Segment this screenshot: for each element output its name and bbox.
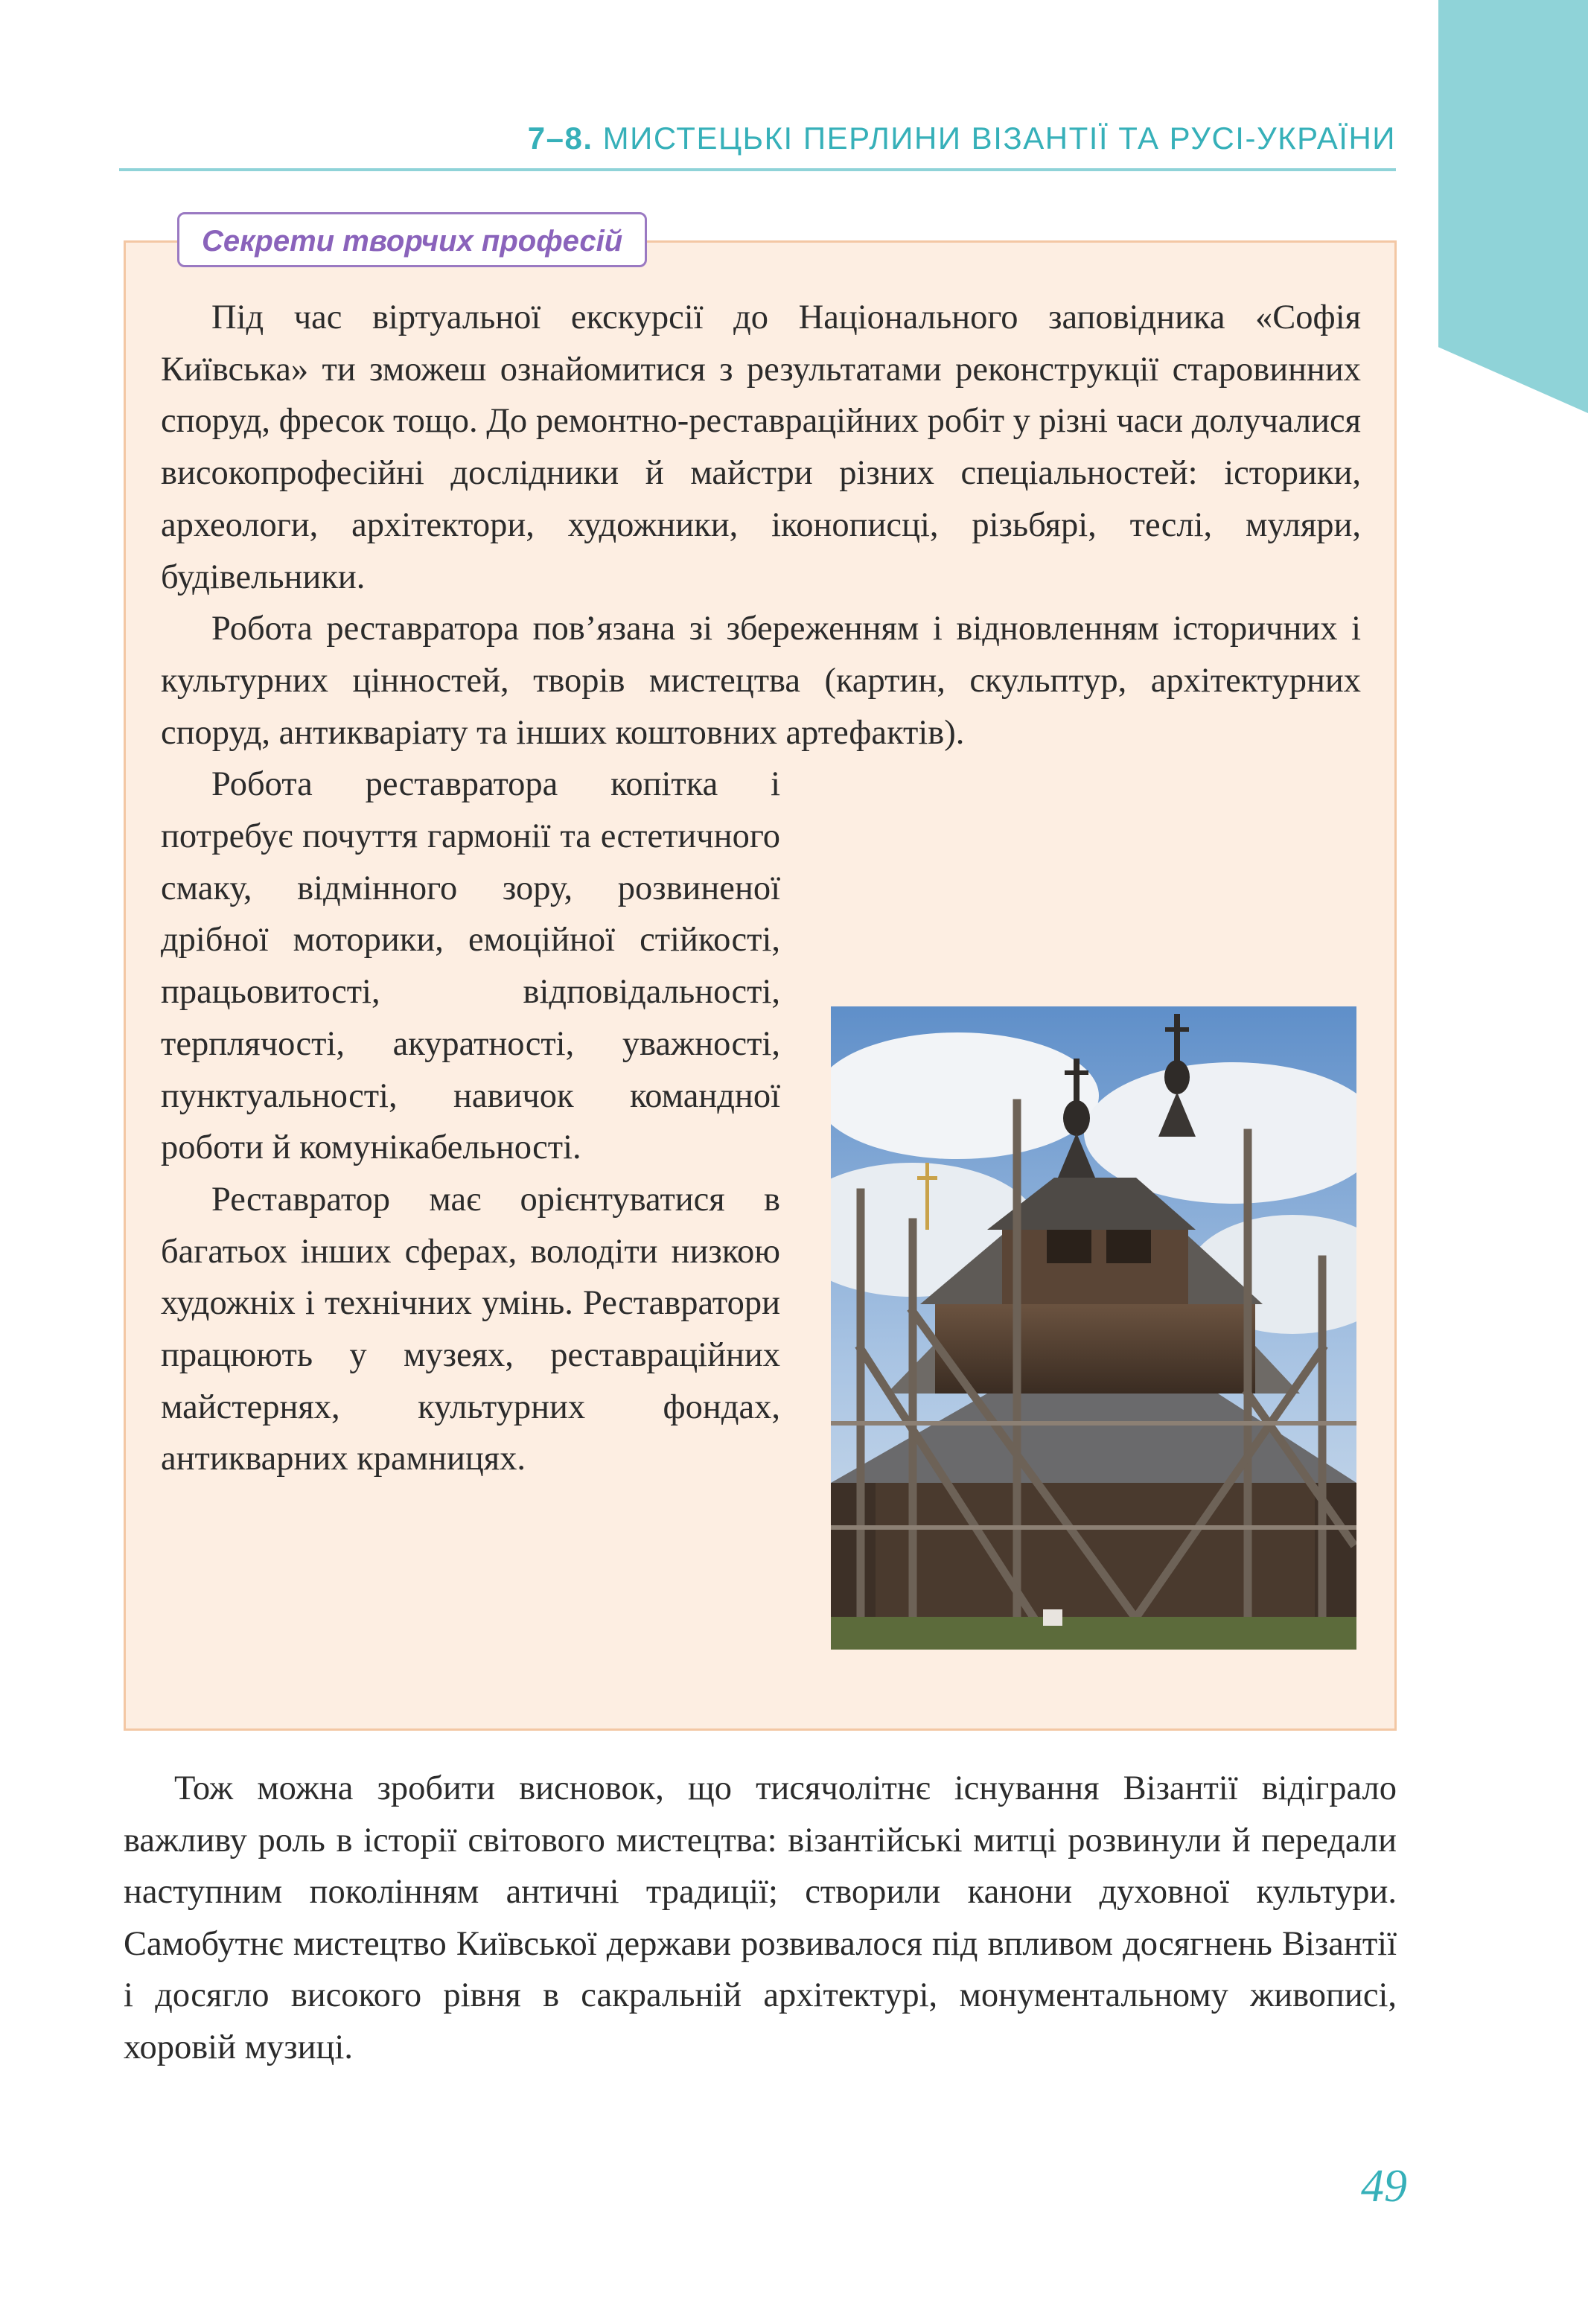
header-rule (119, 168, 1396, 171)
box-paragraph: Робота реставратора пов’язана зі збереженням і відновленням історичних і культурних цінностей, творів мистецтва (картин, скульптур, архітектурних споруд, антикваріату та інших коштовних артефактів). (161, 610, 1361, 752)
wooden-church-photo (831, 1006, 1356, 1650)
running-header (119, 121, 1396, 156)
box-paragraph: Реставратор має орієнтуватися в багатьох інших сферах, володіти низкою художніх і технічних умінь. Реставратори працюють у музеях, реставраційних майстернях, культурних фондах, антикварних крамницях. (161, 1180, 780, 1478)
body-paragraph: Тож можна зробити висновок, що тисячолітнє існування Візантії відіграло важливу роль в історії світового мистецтва: візантійські митці розвинули й передали наступним поколінням античні традиції; створили канони духовної культури. Самобутнє мистецтво Київської держави розвивалося під впливом досягнень Візантії і досягло високого рівня в сакральній архітектурі, монументальному живописі, хоровій музиці. (124, 1769, 1397, 2066)
body-text (124, 1763, 1397, 2073)
box-label: Секрети творчих професій (177, 212, 647, 267)
page-number: 49 (1361, 2161, 1407, 2212)
section-title: МИСТЕЦЬКІ ПЕРЛИНИ ВІЗАНТІЇ ТА РУСІ-УКРАЇНИ (602, 121, 1396, 156)
section-number: 7–8. (527, 121, 593, 156)
box-paragraph: Робота реставратора копітка і потребує почуття гармонії та естетичного смаку, відмінного зору, розвиненої дрібної моторики, емоційної стійкості, працьовитості, відповідальності, терплячості, акуратності, уважності, пунктуальності, навичок командної роботи й комунікабельності. (161, 765, 780, 1167)
box-paragraph: Під час віртуальної екскурсії до Національного заповідника «Софія Київська» ти зможеш ознайомитися з результатами реконструкції старовинних споруд, фресок тощо. До ремонтно-реставраційних робіт у різні часи долучалися високопрофесійні дослідники й майстри різних спеціальностей: історики, археологи, архітектори, художники, іконописці, різьбярі, теслі, муляри, будівельники. (161, 299, 1361, 596)
chapter-corner-tab (1438, 0, 1588, 413)
